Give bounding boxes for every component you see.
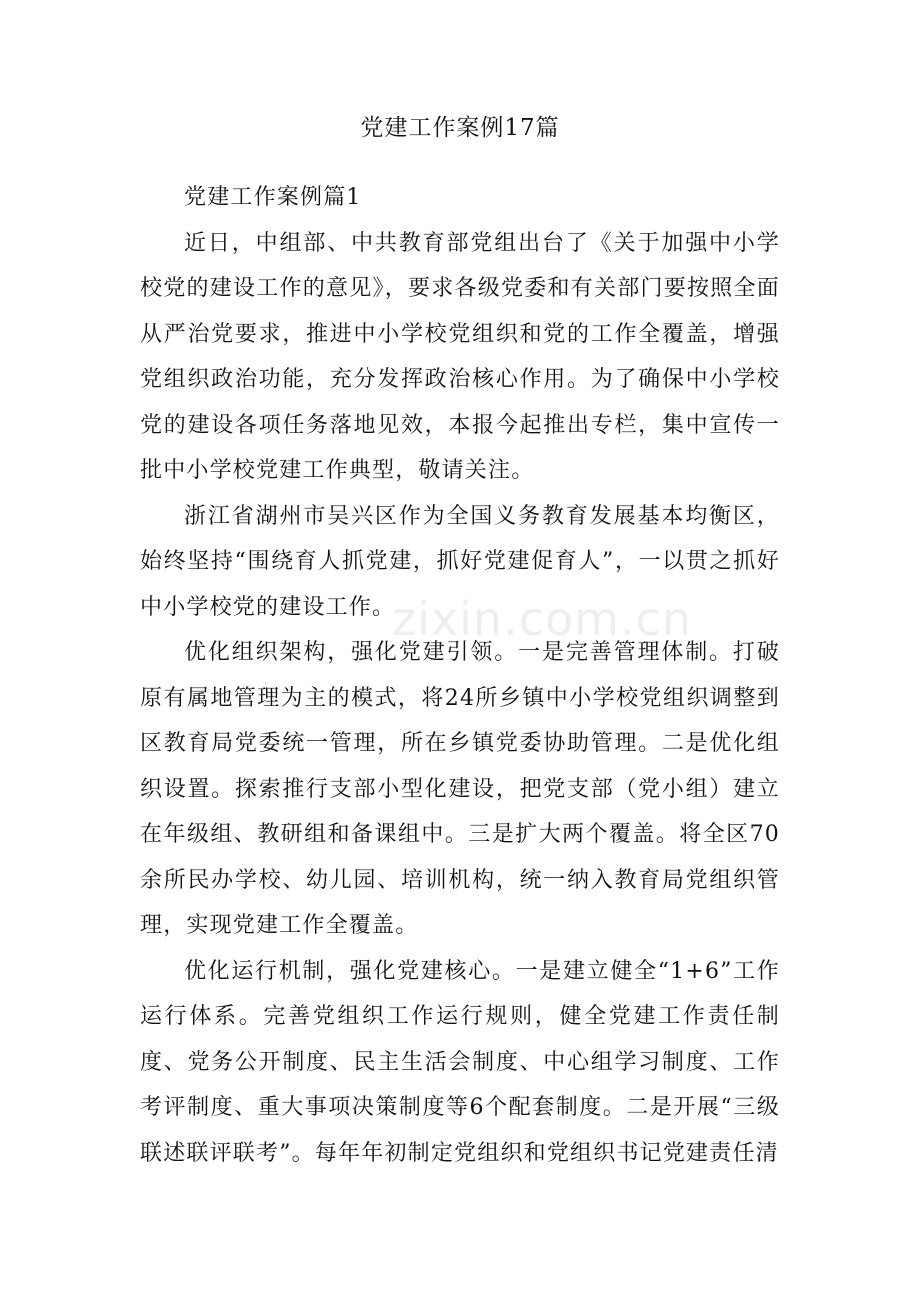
paragraph: 浙江省湖州市吴兴区作为全国义务教育发展基本均衡区，始终坚持“围绕育人抓党建，抓好党建促育人”，一以贯之抓好中小学校党的建设工作。 [140,503,780,620]
section-heading: 党建工作案例篇1 [184,185,362,210]
document-title: 党建工作案例17篇 [360,115,560,141]
paragraph: 近日，中组部、中共教育部党组出台了《关于加强中小学校党的建设工作的意见》，要求各级党委和有关部门要按照全面从严治党要求，推进中小学校党组织和党的工作全覆盖，增强党组织政治功能，充分发挥政治核心作用。为了确保中小学校党的建设各项任务落地见效，本报今起推出专栏，集中宣传一批中小学校党建工作典型，敬请关注。 [140,230,780,483]
watermark: zixin.com.cn [392,592,693,646]
paragraph: 优化运行机制，强化党建核心。一是建立健全“1+6”工作运行体系。完善党组织工作运行规则，健全党建工作责任制度、党务公开制度、民主生活会制度、中心组学习制度、工作考评制度、重大事项决策制度等6个配套制度。二是开展“三级联述联评联考”。每年年初制定党组织和党组织书记党建责任清 [140,958,780,1166]
document-body [140,175,780,1176]
paragraph: 优化组织架构，强化党建引领。一是完善管理体制。打破原有属地管理为主的模式，将24所乡镇中小学校党组织调整到区教育局党委统一管理，所在乡镇党委协助管理。二是优化组织设置。探索推行支部小型化建设，把党支部（党小组）建立在年级组、教研组和备课组中。三是扩大两个覆盖。将全区70余所民办学校、幼儿园、培训机构，统一纳入教育局党组织管理，实现党建工作全覆盖。 [140,640,780,938]
